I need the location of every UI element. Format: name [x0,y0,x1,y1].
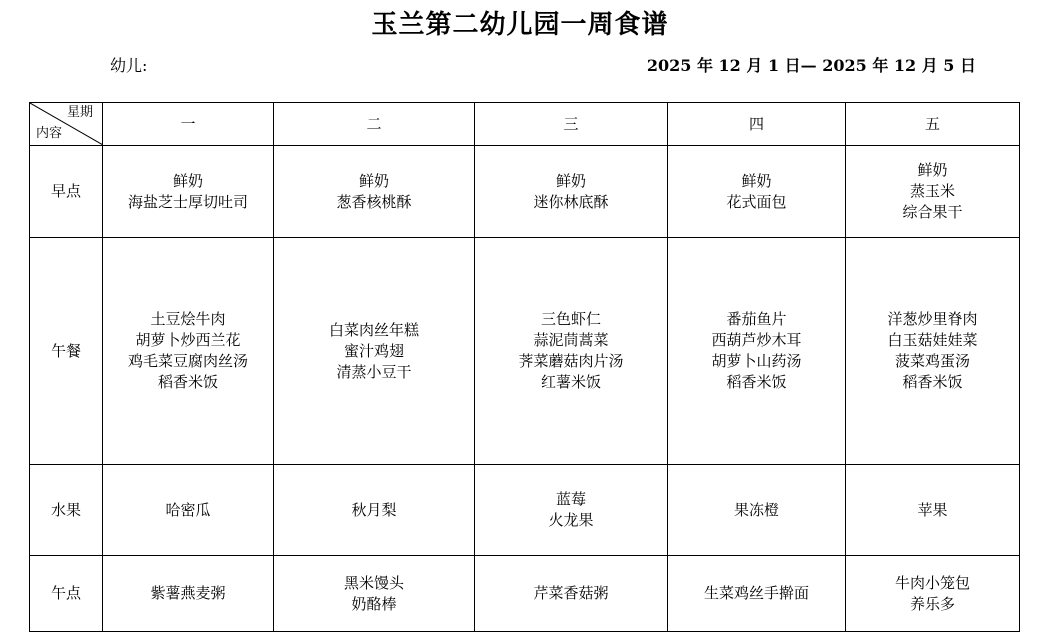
dish-item: 鲜奶 [555,171,586,190]
menu-cell [274,238,475,465]
menu-cell [668,146,846,238]
dish-item: 葱香核桃酥 [336,192,412,211]
dish-item: 洋葱炒里脊肉 [887,310,978,328]
dish-item: 胡萝卜山药汤 [711,352,802,370]
menu-cell [668,556,846,632]
menu-cell [475,556,668,632]
dish-item: 白玉菇娃娃菜 [887,331,978,349]
dish-item: 稻香米饭 [726,373,787,391]
dish-item: 蒸玉米 [909,182,955,200]
menu-cell [103,465,274,556]
dish-item: 牛肉小笼包 [894,573,970,592]
menu-cell [274,465,475,556]
menu-cell [274,556,475,632]
menu-cell [846,465,1020,556]
dish-item: 芹菜香菇粥 [533,584,609,602]
menu-cell [846,238,1020,465]
menu-cell [103,146,274,238]
date-range: 2025 年 12 月 1 日— 2025 年 12 月 5 日 [646,56,976,75]
menu-row-snack [30,556,1020,632]
dish-item: 黑米馒头 [343,573,404,592]
dish-item: 果冻橙 [733,500,779,519]
day-header-fri: 五 [846,103,1020,146]
dish-item: 鲜奶 [741,171,772,190]
menu-cell [103,556,274,632]
dish-item: 胡萝卜炒西兰花 [135,331,241,349]
dish-item: 鲜奶 [172,171,203,190]
menu-row-fruit [30,465,1020,556]
day-header-mon: 一 [103,103,274,146]
day-header-thu: 四 [668,103,846,146]
dish-item: 稻香米饭 [902,373,963,391]
menu-cell [846,146,1020,238]
menu-cell [475,238,668,465]
dish-item: 三色虾仁 [540,310,601,328]
dish-item: 紫薯燕麦粥 [150,584,226,602]
menu-cell [846,556,1020,632]
row-label: 水果 [30,465,103,556]
menu-cell [668,465,846,556]
dish-item: 生菜鸡丝手擀面 [703,584,809,602]
header-row [30,103,1020,146]
dish-item: 秋月梨 [351,500,397,519]
dish-item: 海盐芝士厚切吐司 [127,192,248,211]
dish-item: 蜜汁鸡翅 [343,341,404,360]
dish-item: 哈密瓜 [165,500,211,519]
dish-item: 蒜泥茼蒿菜 [533,331,609,349]
row-label: 午点 [30,556,103,632]
child-name-label: 幼儿: [110,56,148,75]
corner-weekday-label: 星期 [66,105,93,120]
dish-item: 鸡毛菜豆腐肉丝汤 [127,352,248,370]
dish-item: 土豆烩牛肉 [150,310,226,328]
dish-item: 养乐多 [909,594,955,613]
menu-cell [668,238,846,465]
menu-cell [103,238,274,465]
dish-item: 花式面包 [726,192,787,211]
dish-item: 荠菜蘑菇肉片汤 [518,352,624,370]
dish-item: 鲜奶 [358,171,389,190]
row-label: 午餐 [30,238,103,465]
menu-row-breakfast [30,146,1020,238]
weekly-menu-table [29,102,1020,632]
dish-item: 蓝莓 [555,490,586,508]
menu-cell [274,146,475,238]
day-header-wed: 三 [475,103,668,146]
day-header-tue: 二 [274,103,475,146]
dish-item: 迷你林底酥 [533,192,609,211]
row-label: 早点 [30,146,103,238]
dish-item: 西葫芦炒木耳 [711,331,802,349]
menu-cell [475,146,668,238]
page-title: 玉兰第二幼儿园一周食谱 [371,10,669,40]
dish-item: 菠菜鸡蛋汤 [894,352,970,370]
corner-content-label: 内容 [36,126,63,141]
dish-item: 白菜肉丝年糕 [328,320,419,339]
dish-item: 稻香米饭 [157,373,218,391]
dish-item: 鲜奶 [917,161,948,179]
dish-item: 番茄鱼片 [726,310,787,328]
dish-item: 火龙果 [548,511,594,529]
dish-item: 红薯米饭 [540,373,601,391]
dish-item: 奶酪棒 [351,594,397,613]
corner-cell [30,103,103,146]
dish-item: 苹果 [917,500,948,519]
dish-item: 清蒸小豆干 [336,362,412,381]
menu-cell [475,465,668,556]
dish-item: 综合果干 [902,203,963,221]
menu-row-lunch [30,238,1020,465]
